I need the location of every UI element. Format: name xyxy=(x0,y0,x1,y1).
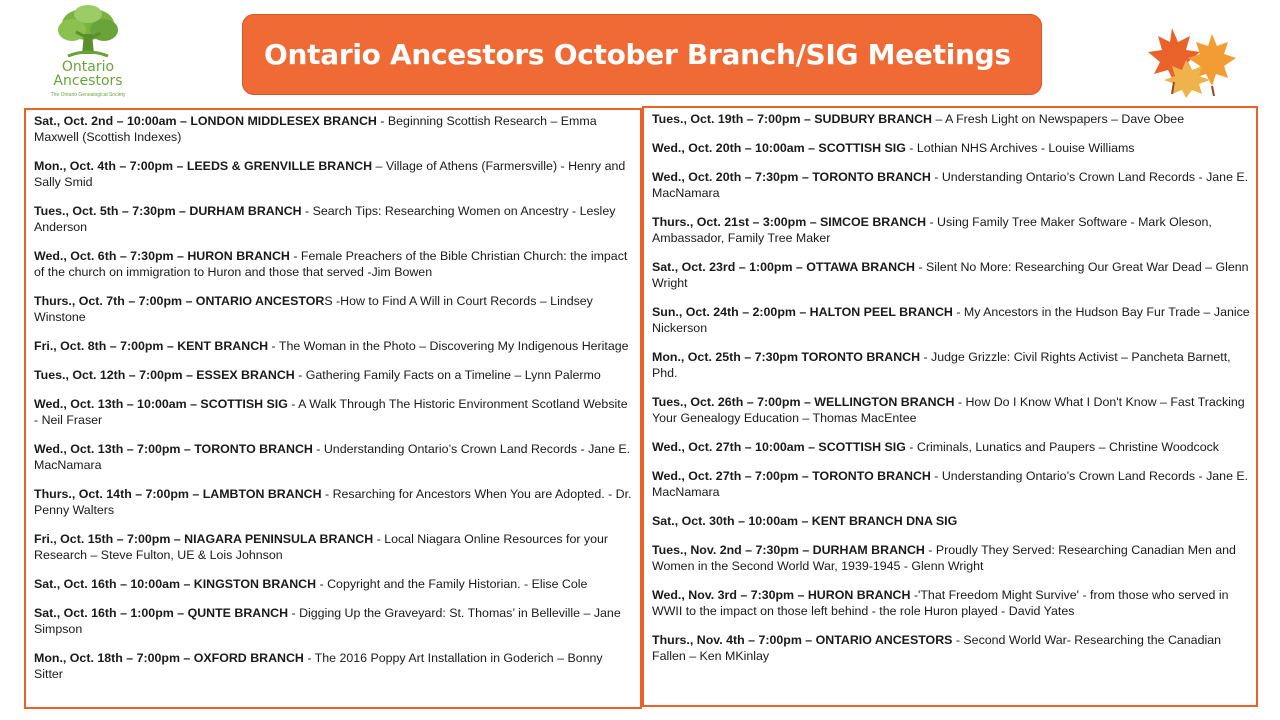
meeting-topic: - Search Tips: Researching Women on Ancestry - Lesley Anderson xyxy=(34,204,616,234)
meeting-date-branch: Wed., Oct. 13th – 7:00pm – TORONTO BRANCH xyxy=(34,442,313,456)
meeting-entry xyxy=(652,140,1250,156)
meeting-topic: -'That Freedom Might Survive' - from those who served in WWII to the impact on those left behind - the role Huron played - David Yates xyxy=(652,588,1229,618)
meeting-topic: – A Fresh Light on Newspapers – Dave Obee xyxy=(932,112,1185,126)
meeting-date-branch: Fri., Oct. 8th – 7:00pm – KENT BRANCH xyxy=(34,339,269,353)
meeting-entry xyxy=(34,113,634,145)
meeting-topic: - Copyright and the Family Historian. - Elise Cole xyxy=(316,577,588,591)
logo-name-line1: Ontario xyxy=(61,59,115,75)
meeting-topic: - Digging Up the Graveyard: St. Thomas’ in Belleville – Jane Simpson xyxy=(34,606,621,636)
meeting-topic: - Understanding Ontario’s Crown Land Records - Jane E. MacNamara xyxy=(34,442,631,472)
meetings-column-left xyxy=(24,108,642,709)
meeting-topic: - Lothian NHS Archives - Louise Williams xyxy=(905,141,1135,155)
meeting-entry xyxy=(34,576,634,592)
meeting-date-branch: Wed., Oct. 20th – 7:30pm – TORONTO BRANCH xyxy=(652,170,931,184)
meeting-entry xyxy=(652,468,1250,500)
logo-name-line2: Ancestors xyxy=(53,73,123,89)
meeting-date-branch: Thurs., Oct. 7th – 7:00pm – ONTARIO ANCESTOR xyxy=(34,294,325,308)
meeting-topic: - Understanding Ontario’s Crown Land Records - Jane E. MacNamara xyxy=(652,469,1249,499)
meeting-entry xyxy=(652,349,1250,381)
meeting-date-branch: Mon., Oct. 4th – 7:00pm – LEEDS & GRENVILLE BRANCH xyxy=(34,159,373,173)
meeting-entry xyxy=(34,441,634,473)
page-title: Ontario Ancestors October Branch/SIG Meetings xyxy=(264,38,1011,71)
meeting-date-branch: Tues., Oct. 12th – 7:00pm – ESSEX BRANCH xyxy=(34,368,295,382)
meeting-entry xyxy=(34,605,634,637)
meeting-entry xyxy=(652,214,1250,246)
meeting-entry xyxy=(652,513,1250,529)
meeting-topic: - How Do I Know What I Don't Know – Fast Tracking Your Genealogy Education – Thomas MacEntee xyxy=(652,395,1245,425)
meeting-date-branch: Tues., Oct. 26th – 7:00pm – WELLINGTON BRANCH xyxy=(652,395,955,409)
meeting-entry xyxy=(652,304,1250,336)
meeting-date-branch: Wed., Nov. 3rd – 7:30pm – HURON BRANCH xyxy=(652,588,911,602)
meeting-date-branch: Tues., Oct. 19th – 7:00pm – SUDBURY BRANCH xyxy=(652,112,932,126)
tree-icon xyxy=(38,4,138,62)
meeting-topic: S -How to Find A Will in Court Records – Lindsey Winstone xyxy=(34,294,593,324)
meeting-date-branch: Wed., Oct. 20th – 10:00am – SCOTTISH SIG xyxy=(652,141,906,155)
meeting-entry xyxy=(652,542,1250,574)
logo-subtitle: The Ontario Genealogical Society xyxy=(50,92,126,98)
meeting-topic: - My Ancestors in the Hudson Bay Fur Trade – Janice Nickerson xyxy=(652,305,1250,335)
meeting-topic: - Local Niagara Online Resources for your Research – Steve Fulton, UE & Lois Johnson xyxy=(34,532,609,562)
autumn-leaves-icon xyxy=(1142,20,1242,98)
meeting-date-branch: Wed., Oct. 13th – 10:00am – SCOTTISH SIG xyxy=(34,397,288,411)
meeting-entry xyxy=(34,650,634,682)
meeting-topic: - Criminals, Lunatics and Paupers – Christine Woodcock xyxy=(905,440,1219,454)
meeting-date-branch: Wed., Oct. 27th – 10:00am – SCOTTISH SIG xyxy=(652,440,906,454)
meeting-entry xyxy=(652,394,1250,426)
meeting-entry xyxy=(34,158,634,190)
meeting-date-branch: Mon., Oct. 25th – 7:30pm TORONTO BRANCH xyxy=(652,350,921,364)
meetings-column-right xyxy=(642,106,1258,707)
meeting-entry xyxy=(34,531,634,563)
meeting-date-branch: Sat., Oct. 23rd – 1:00pm – OTTAWA BRANCH xyxy=(652,260,916,274)
meeting-date-branch: Sat., Oct. 2nd – 10:00am – LONDON MIDDLESEX BRANCH xyxy=(34,114,377,128)
meeting-date-branch: Sat., Oct. 30th – 10:00am – KENT BRANCH DNA SIG xyxy=(652,514,958,528)
meeting-entry xyxy=(34,203,634,235)
meeting-date-branch: Tues., Nov. 2nd – 7:30pm – DURHAM BRANCH xyxy=(652,543,925,557)
meeting-entry xyxy=(652,111,1250,127)
meeting-entry xyxy=(652,439,1250,455)
meeting-date-branch: Sun., Oct. 24th – 2:00pm – HALTON PEEL BRANCH xyxy=(652,305,953,319)
meeting-entry xyxy=(34,293,634,325)
meeting-date-branch: Sat., Oct. 16th – 1:00pm – QUNTE BRANCH xyxy=(34,606,289,620)
meeting-entry xyxy=(652,169,1250,201)
meeting-topic: – Village of Athens (Farmersville) - Henry and Sally Smid xyxy=(34,159,626,189)
ontario-ancestors-logo xyxy=(38,4,138,100)
meeting-topic: - A Walk Through The Historic Environment Scotland Website - Neil Fraser xyxy=(34,397,628,427)
meeting-date-branch: Fri., Oct. 15th – 7:00pm – NIAGARA PENINSULA BRANCH xyxy=(34,532,374,546)
meeting-entry xyxy=(652,632,1250,664)
meeting-date-branch: Sat., Oct. 16th – 10:00am – KINGSTON BRANCH xyxy=(34,577,317,591)
meeting-topic: - The 2016 Poppy Art Installation in Goderich – Bonny Sitter xyxy=(34,651,603,681)
meeting-topic: - Beginning Scottish Research – Emma Maxwell (Scottish Indexes) xyxy=(34,114,597,144)
meeting-topic: - Proudly They Served: Researching Canadian Men and Women in the Second World War, 1939-1945 - Glenn Wright xyxy=(652,543,1236,573)
meeting-entry xyxy=(34,396,634,428)
meeting-date-branch: Thurs., Oct. 14th – 7:00pm – LAMBTON BRANCH xyxy=(34,487,322,501)
meeting-topic: - Female Preachers of the Bible Christian Church: the impact of the church on immigration to Huron and those that served -Jim Bowen xyxy=(34,249,628,279)
meeting-topic: - Second World War- Researching the Canadian Fallen – Ken MKinlay xyxy=(652,633,1222,663)
meeting-entry xyxy=(652,587,1250,619)
meeting-date-branch: Tues., Oct. 5th – 7:30pm – DURHAM BRANCH xyxy=(34,204,302,218)
meeting-topic: - Judge Grizzle: Civil Rights Activist – Pancheta Barnett, Phd. xyxy=(652,350,1231,380)
meeting-topic: - Using Family Tree Maker Software - Mark Oleson, Ambassador, Family Tree Maker xyxy=(652,215,1212,245)
meeting-topic: - Understanding Ontario’s Crown Land Records - Jane E. MacNamara xyxy=(652,170,1249,200)
meeting-topic: - Silent No More: Researching Our Great War Dead – Glenn Wright xyxy=(652,260,1249,290)
meeting-topic: - The Woman in the Photo – Discovering My Indigenous Heritage xyxy=(268,339,629,353)
meeting-date-branch: Thurs., Oct. 21st – 3:00pm – SIMCOE BRANCH xyxy=(652,215,927,229)
meeting-date-branch: Wed., Oct. 6th – 7:30pm – HURON BRANCH xyxy=(34,249,290,263)
meeting-date-branch: Wed., Oct. 27th – 7:00pm – TORONTO BRANCH xyxy=(652,469,931,483)
meeting-entry xyxy=(34,338,634,354)
meeting-entry xyxy=(652,259,1250,291)
meeting-entry xyxy=(34,486,634,518)
meeting-entry xyxy=(34,248,634,280)
title-banner xyxy=(242,14,1042,95)
meeting-entry xyxy=(34,367,634,383)
meeting-date-branch: Thurs., Nov. 4th – 7:00pm – ONTARIO ANCESTORS xyxy=(652,633,953,647)
meeting-topic: - Gathering Family Facts on a Timeline – Lynn Palermo xyxy=(294,368,601,382)
meeting-topic: - Resarching for Ancestors When You are Adopted. - Dr. Penny Walters xyxy=(34,487,632,517)
meeting-date-branch: Mon., Oct. 18th – 7:00pm – OXFORD BRANCH xyxy=(34,651,304,665)
